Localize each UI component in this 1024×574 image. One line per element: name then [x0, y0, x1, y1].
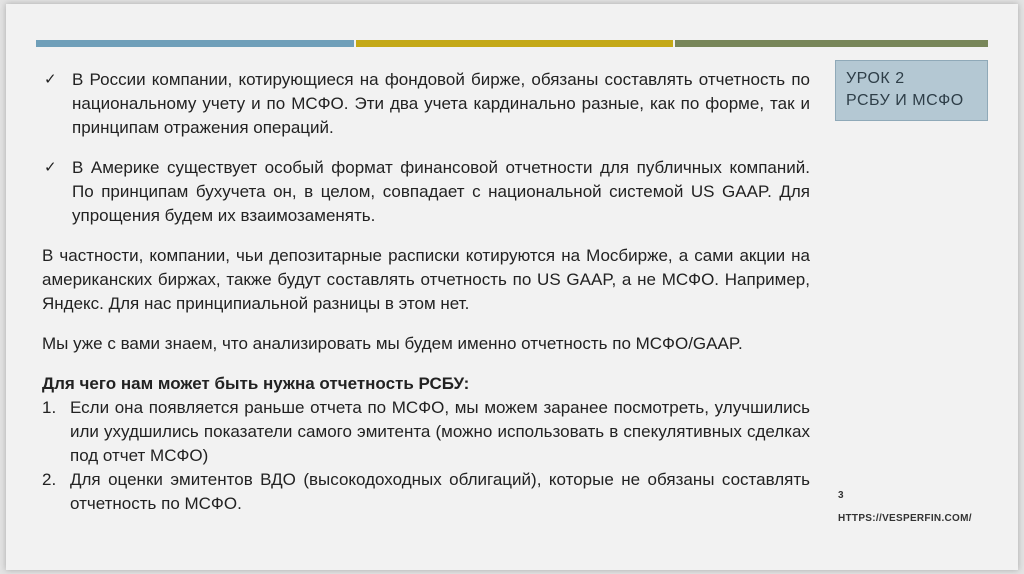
numbered-item-1: [42, 396, 810, 468]
lesson-topic: РСБУ И МСФО: [846, 92, 964, 109]
paragraph-depositary: В частности, компании, чьи депозитарные расписки котируются на Мосбирже, а сами акции на американских биржах, также будут составлять отчетность по US GAAP, а не МСФО. Например, Яндекс. Для нас принципиальной разницы в этом нет.: [42, 246, 810, 313]
check-icon: ✓: [44, 159, 57, 176]
accent-bar-green: [675, 40, 988, 47]
slide-content: [42, 68, 810, 516]
lesson-title-box: [835, 60, 988, 121]
item-text: Если она появляется раньше отчета по МСФО, мы можем заранее посмотреть, улучшились или ухудшились показатели самого эмитента (можно использовать в спекулятивных сделках под отчет МСФО): [70, 398, 810, 465]
paragraph-msfo-gaap: Мы уже с вами знаем, что анализировать мы будем именно отчетность по МСФО/GAAP.: [42, 334, 743, 353]
numbered-item-2: [42, 468, 810, 516]
check-icon: ✓: [44, 71, 57, 88]
item-number: 2.: [42, 470, 57, 489]
item-number: 1.: [42, 398, 57, 417]
lesson-number: УРОК 2: [846, 70, 905, 87]
footer-url: HTTPS://VESPERFIN.COM/: [838, 513, 972, 524]
page-number: 3: [838, 490, 844, 501]
item-text: Для оценки эмитентов ВДО (высокодоходных облигаций), которые не обязаны составлять отчетность по МСФО.: [70, 470, 810, 513]
bullet-text: В России компании, котирующиеся на фондовой бирже, обязаны составлять отчетность по национальному учету и по МСФО. Эти два учета кардинально разные, как по форме, так и принципам отражения операций.: [72, 70, 810, 137]
accent-bar-blue: [36, 40, 354, 47]
bullet-text: В Америке существует особый формат финансовой отчетности для публичных компаний. По принципам бухучета он, в целом, совпадает с национальной системой US GAAP. Для упрощения будем их взаимозаменять.: [72, 158, 810, 225]
accent-bar-yellow: [356, 40, 673, 47]
slide: [6, 4, 1018, 570]
bullet-item-america: [42, 156, 810, 228]
bullet-item-russia: [42, 68, 810, 140]
question-heading: Для чего нам может быть нужна отчетность РСБУ:: [42, 374, 470, 393]
